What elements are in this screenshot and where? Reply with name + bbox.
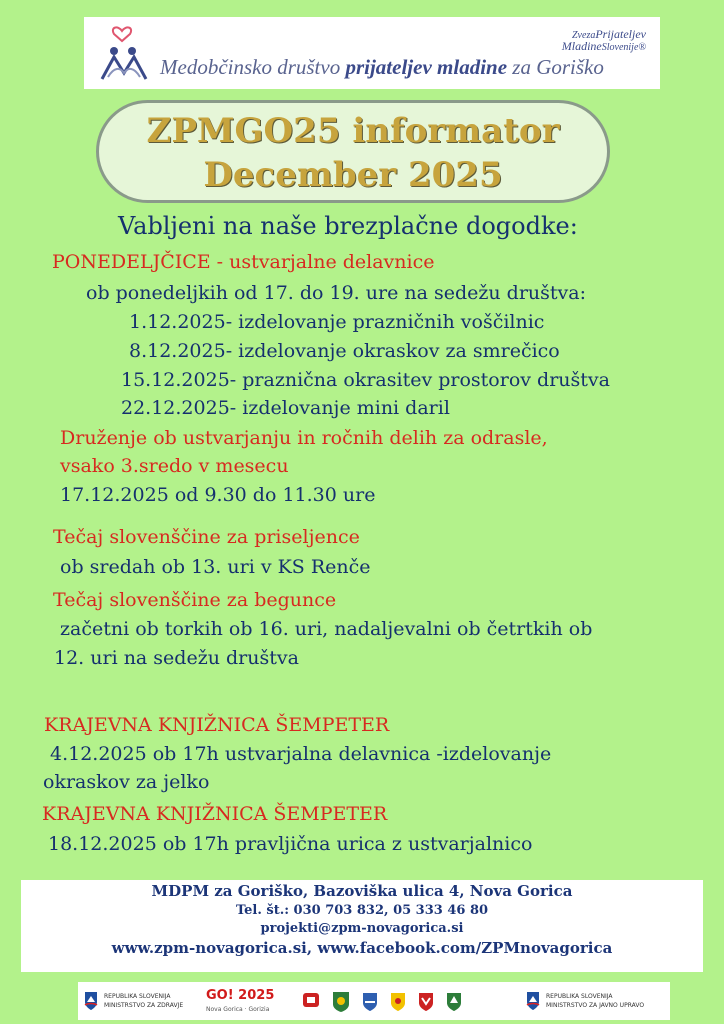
title-banner	[96, 100, 610, 203]
title-line-2: December 2025	[203, 155, 503, 195]
contact-web-links[interactable]: www.zpm-novagorica.si, www.facebook.com/ZPMnovagorica	[111, 939, 613, 957]
section-knjiznica-1-when-2: okraskov za jelko	[43, 771, 210, 793]
title-line-1: ZPMGO25 informator	[146, 111, 560, 151]
sponsor-go2025-logo: GO! 2025	[206, 988, 275, 1003]
organization-name: Medobčinsko društvo prijateljev mladine za Goriško	[160, 55, 604, 79]
contact-address: MDPM za Goriško, Bazoviška ulica 4, Nova Gorica	[151, 882, 573, 900]
sponsor-go2025-sub: Nova Gorica · Gorizia	[206, 1006, 270, 1013]
crest-icon	[419, 993, 433, 1011]
section-knjiznica-2-when: 18.12.2025 ob 17h pravljična urica z ustvarjalnico	[48, 833, 533, 855]
section-priseljenci-when: ob sredah ob 13. uri v KS Renče	[60, 556, 371, 578]
contact-phone: Tel. št.: 030 703 832, 05 333 46 80	[235, 903, 489, 918]
municipality-crests	[303, 990, 503, 1014]
crest-icon	[303, 993, 319, 1007]
event-item: 1.12.2025- izdelovanje prazničnih voščilnic	[129, 311, 545, 333]
crest-icon	[363, 993, 377, 1011]
sponsor-ministry-admin-1: REPUBLIKA SLOVENIJA	[546, 993, 613, 1000]
section-begunci-when-2: 12. uri na sedežu društva	[54, 647, 299, 669]
section-ponedeljcice-heading: PONEDELJČICE - ustvarjalne delavnice	[52, 251, 435, 273]
sponsor-ministry-health-1: REPUBLIKA SLOVENIJA	[104, 993, 171, 1000]
event-item: 22.12.2025- izdelovanje mini daril	[121, 397, 450, 419]
sponsor-strip	[78, 982, 670, 1020]
event-item: 15.12.2025- praznična okrasitev prostorov društva	[121, 369, 610, 391]
section-druzenje-subheading: vsako 3.sredo v mesecu	[60, 455, 289, 477]
crest-icon	[447, 993, 461, 1011]
contact-email[interactable]: projekti@zpm-novagorica.si	[260, 921, 464, 936]
section-begunci-heading: Tečaj slovenščine za begunce	[53, 589, 337, 611]
section-priseljenci-heading: Tečaj slovenščine za priseljence	[53, 526, 360, 548]
slovenia-coat-of-arms-icon	[84, 991, 98, 1011]
sponsor-ministry-health-2: MINISTRSTVO ZA ZDRAVJE	[104, 1002, 184, 1009]
section-druzenje-when: 17.12.2025 od 9.30 do 11.30 ure	[60, 484, 376, 506]
header-banner	[84, 17, 660, 89]
section-knjiznica-1-when-1: 4.12.2025 ob 17h ustvarjalna delavnica -izdelovanje	[50, 743, 552, 765]
section-begunci-when-1: začetni ob torkih ob 16. uri, nadaljevalni ob četrtkih ob	[60, 618, 593, 640]
sponsor-ministry-admin-2: MINISTRSTVO ZA JAVNO UPRAVO	[546, 1002, 645, 1009]
section-knjiznica-1-heading: KRAJEVNA KNJIŽNICA ŠEMPETER	[44, 714, 390, 736]
section-druzenje-heading: Druženje ob ustvarjanju in ročnih delih za odrasle,	[60, 427, 548, 449]
slovenia-coat-of-arms-icon	[526, 991, 540, 1011]
zveza-logo-text: ZvezaPrijateljev MladineSlovenije®	[561, 27, 646, 53]
crest-icon	[391, 993, 405, 1011]
contact-box	[21, 880, 703, 972]
intro-heading: Vabljeni na naše brezplačne dogodke:	[118, 212, 578, 240]
organization-logo	[92, 21, 156, 83]
section-knjiznica-2-heading: KRAJEVNA KNJIŽNICA ŠEMPETER	[42, 803, 388, 825]
event-item: 8.12.2025- izdelovanje okraskov za smrečico	[129, 340, 560, 362]
section-ponedeljcice-when: ob ponedeljkih od 17. do 19. ure na sedežu društva:	[86, 282, 586, 304]
crest-icon	[333, 992, 349, 1012]
